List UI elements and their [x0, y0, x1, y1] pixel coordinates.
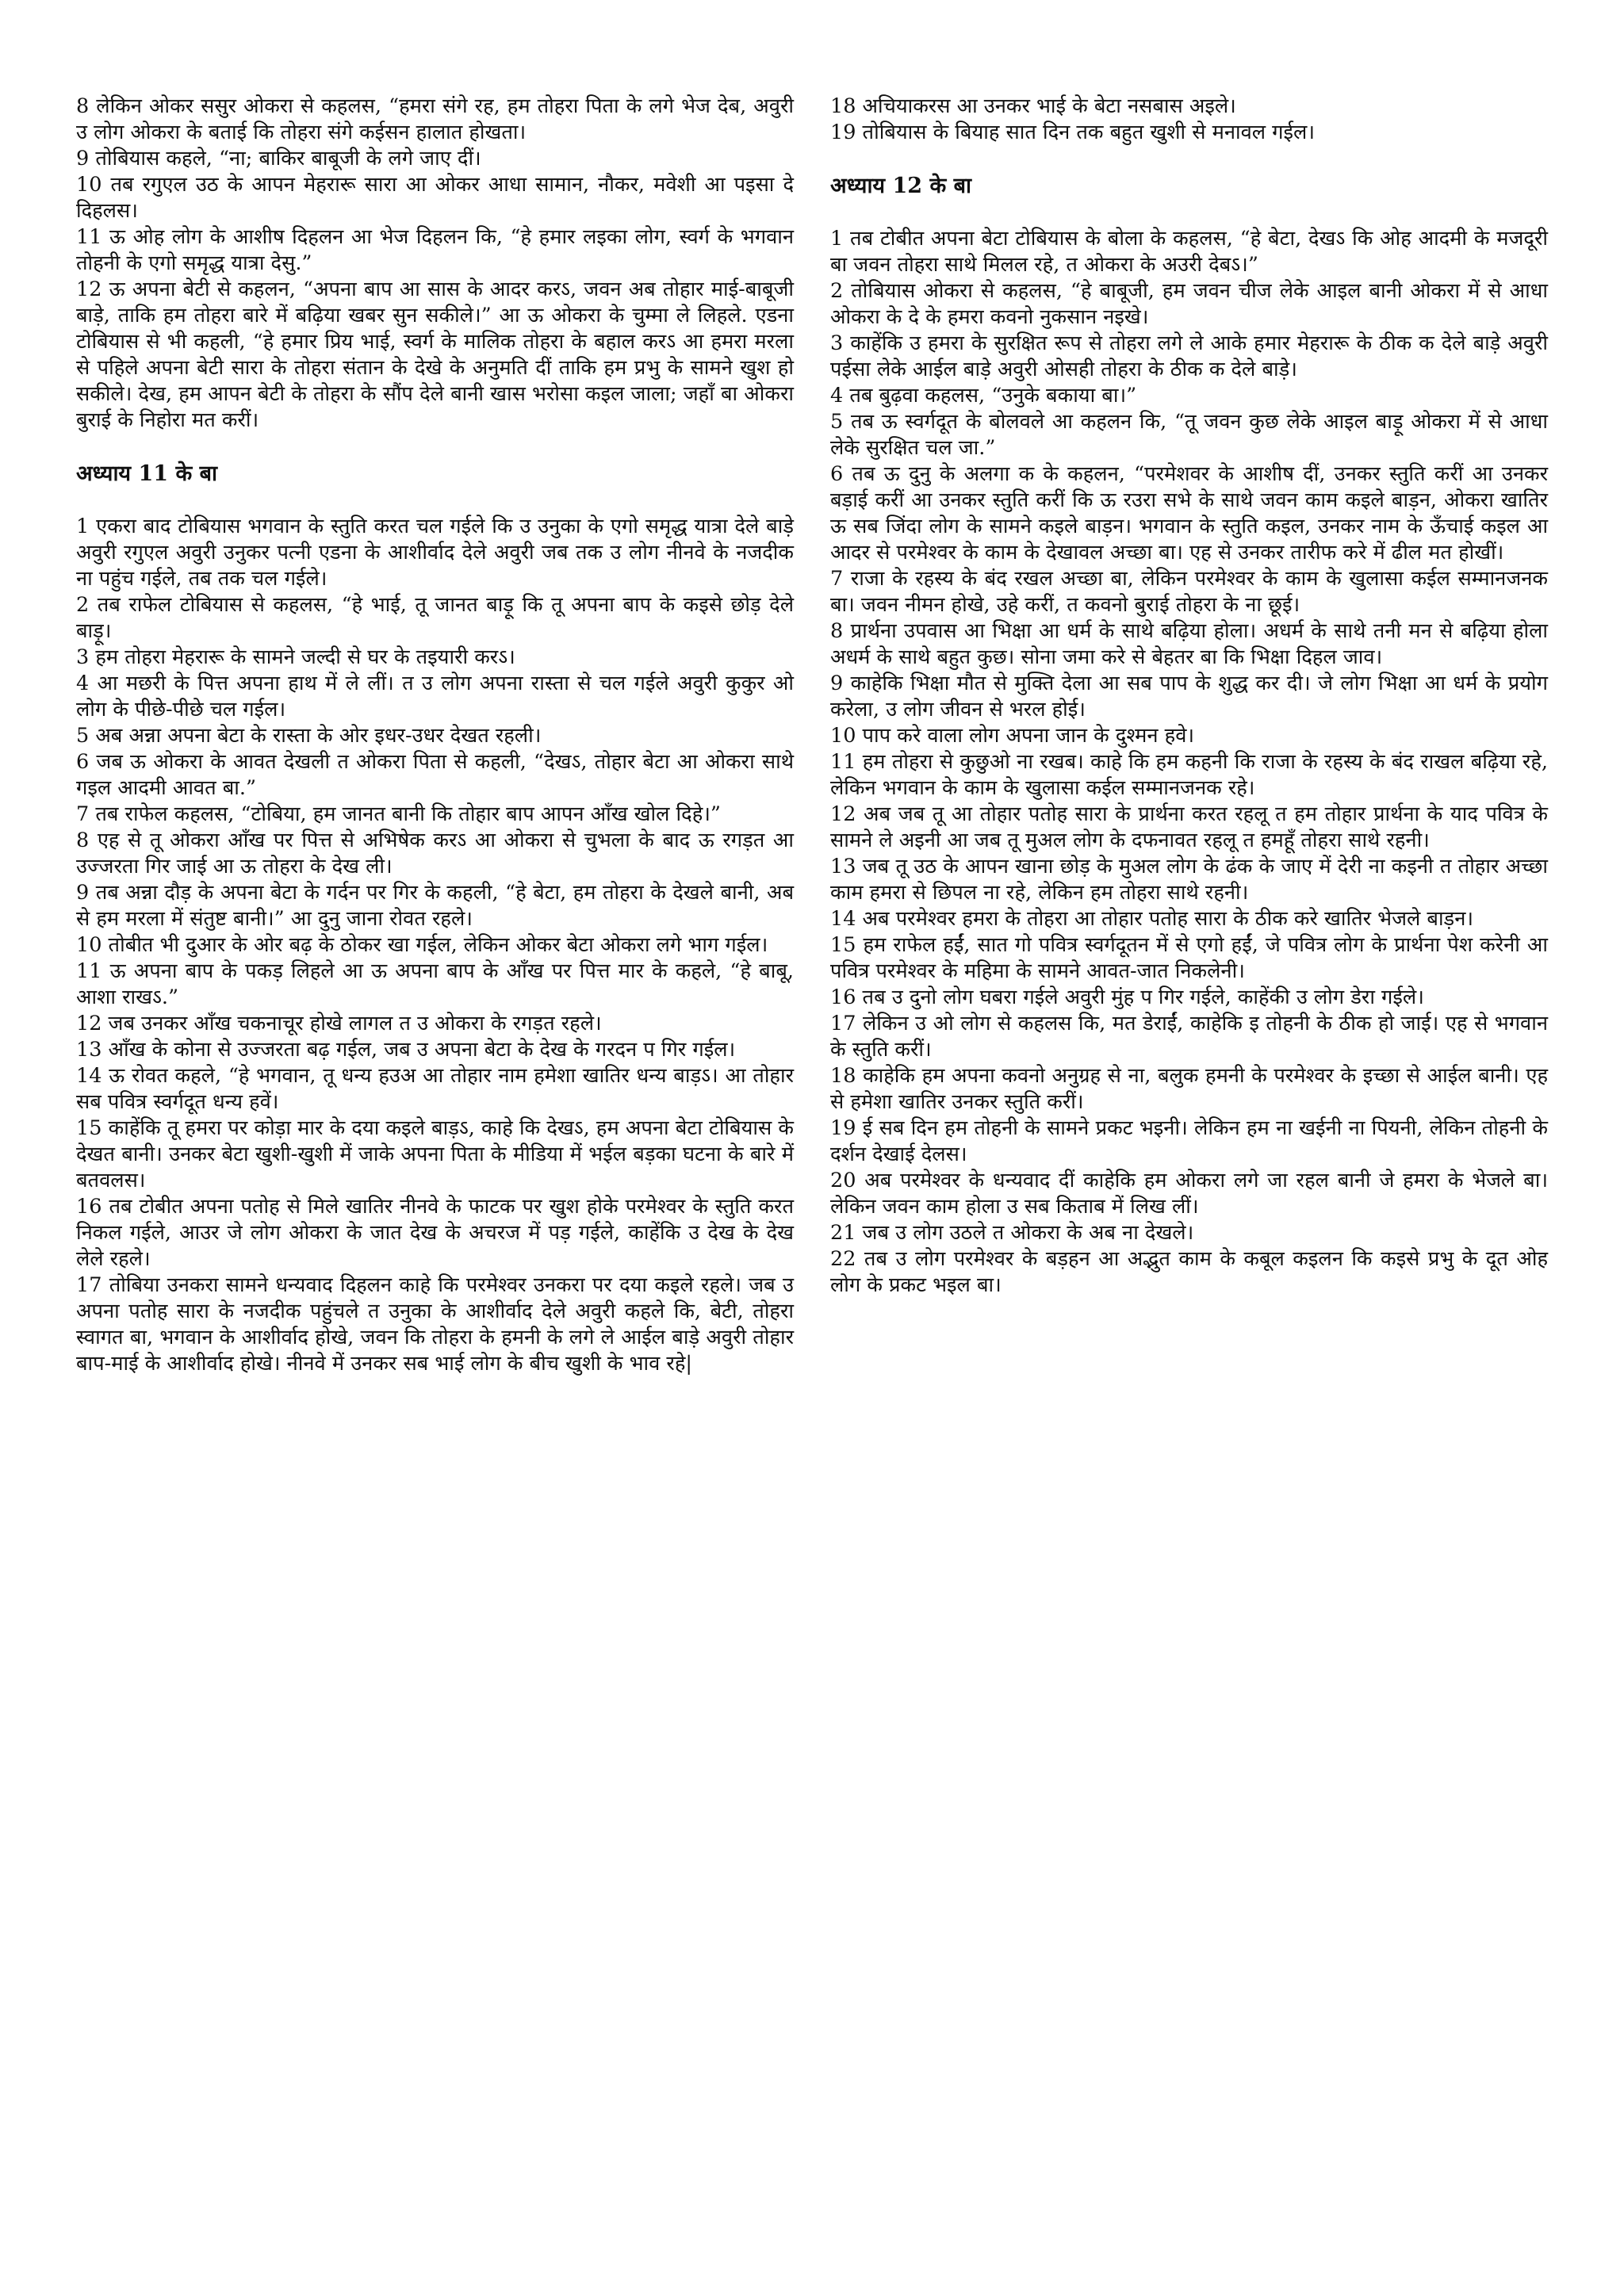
left-column	[76, 94, 794, 2234]
verse-paragraph: 2 तोबियास ओकरा से कहलस, “हे बाबूजी, हम जवन चीज लेके आइल बानी ओकरा में से आधा ओकरा के दे के हमरा कवनो नुकसान नइखे।	[830, 279, 1548, 329]
verse-paragraph: 12 अब जब तू आ तोहार पतोह सारा के प्रार्थना करत रहलू त हम तोहार प्रार्थना के याद पवित्र के सामने ले अइनी आ जब तू मुअल लोग के दफनावत रहलू त हमहूँ तोहरा साथे रहनी।	[830, 802, 1548, 852]
verse-paragraph: 10 पाप करे वाला लोग अपना जान के दुश्मन हवे।	[830, 724, 1195, 748]
verse-paragraph: 4 तब बुढ़वा कहलस, “उनुके बकाया बा।”	[830, 384, 1137, 408]
verse-paragraph: 1 तब टोबीत अपना बेटा टोबियास के बोला के कहलस, “हे बेटा, देखऽ कि ओह आदमी के मजदूरी बा जवन तोहरा साथे मिलल रहे, त ओकरा के अउरी देबऽ।”	[830, 227, 1548, 277]
verse-paragraph: 10 तब रगुएल उठ के आपन मेहरारू सारा आ ओकर आधा सामान, नौकर, मवेशी आ पइसा दे दिहलस।	[76, 173, 794, 223]
right-column	[830, 94, 1548, 2234]
verse-paragraph: 19 तोबियास के बियाह सात दिन तक बहुत खुशी से मनावल गईल।	[830, 121, 1316, 144]
verse-paragraph: 13 जब तू उठ के आपन खाना छोड़ के मुअल लोग के ढंक के जाए में देरी ना कइनी त तोहार अच्छा काम हमरा से छिपल ना रहे, लेकिन हम तोहरा साथे रहनी।	[830, 855, 1548, 905]
chapter-heading: अध्याय 12 के बा	[830, 174, 972, 198]
verse-paragraph: 7 राजा के रहस्य के बंद रखल अच्छा बा, लेकिन परमेश्वर के काम के खुलासा कईल सम्मानजनक बा। जवन नीमन होखे, उहे करीं, त कवनो बुराई तोहरा के ना छूई।	[830, 567, 1548, 617]
verse-paragraph: 14 ऊ रोवत कहले, “हे भगवान, तू धन्य हउअ आ तोहार नाम हमेशा खातिर धन्य बाड़ऽ। आ तोहार सब पवित्र स्वर्गदूत धन्य हवें।	[76, 1064, 794, 1114]
verse-paragraph: 22 तब उ लोग परमेश्वर के बड़हन आ अद्भुत काम के कबूल कइलन कि कइसे प्रभु के दूत ओह लोग के प्रकट भइल बा।	[830, 1247, 1548, 1297]
verse-paragraph: 13 आँख के कोना से उज्जरता बढ़ गईल, जब उ अपना बेटा के देख के गरदन प गिर गईल।	[76, 1038, 736, 1062]
verse-paragraph: 6 जब ऊ ओकरा के आवत देखली त ओकरा पिता से कहली, “देखऽ, तोहार बेटा आ ओकरा साथे गइल आदमी आवत बा.”	[76, 750, 794, 800]
verse-paragraph: 8 प्रार्थना उपवास आ भिक्षा आ धर्म के साथे बढ़िया होला। अधर्म के साथे तनी मन से बढ़िया होला अधर्म के साथे बहुत कुछ। सोना जमा करे से बेहतर बा कि भिक्षा दिहल जाव।	[830, 619, 1548, 669]
verse-paragraph: 2 तब राफेल टोबियास से कहलस, “हे भाई, तू जानत बाड़ू कि तू अपना बाप के कइसे छोड़ देले बाड़ू।	[76, 593, 794, 643]
verse-paragraph: 6 तब ऊ दुनु के अलगा क के कहलन, “परमेशवर के आशीष दीं, उनकर स्तुति करीं आ उनकर बड़ाई करीं आ उनकर स्तुति करीं कि ऊ रउरा सभे के साथे जवन काम कइले बाड़न, ओकरा खातिर ऊ सब जिंदा लोग के सामने कइले बाड़न। भगवान के स्तुति कइल, उनकर नाम के ऊँचाई कइल आ आदर से परमेश्वर के काम के देखावल अच्छा बा। एह से उनकर तारीफ करे में ढील मत होखीं।	[830, 462, 1548, 564]
verse-paragraph: 16 तब उ दुनो लोग घबरा गईले अवुरी मुंह प गिर गईले, काहेंकी उ लोग डेरा गईले।	[830, 985, 1424, 1009]
spacer	[76, 487, 794, 514]
verse-paragraph: 3 हम तोहरा मेहरारू के सामने जल्दी से घर के तइयारी करऽ।	[76, 645, 515, 669]
verse-paragraph: 16 तब टोबीत अपना पतोह से मिले खातिर नीनवे के फाटक पर खुश होके परमेश्वर के स्तुति करत निकल गईले, आउर जे लोग ओकरा के जात देख के अचरज में पड़ गईले, काहेंकि उ देख के देख लेले रहले।	[76, 1195, 794, 1271]
spacer	[830, 146, 1548, 173]
verse-paragraph: 14 अब परमेश्वर हमरा के तोहरा आ तोहार पतोह सारा के ठीक करे खातिर भेजले बाड़न।	[830, 907, 1474, 931]
verse-paragraph: 7 तब राफेल कहलस, “टोबिया, हम जानत बानी कि तोहार बाप आपन आँख खोल दिहे।”	[76, 802, 721, 826]
verse-paragraph: 11 ऊ ओह लोग के आशीष दिहलन आ भेज दिहलन कि, “हे हमार लइका लोग, स्वर्ग के भगवान तोहनी के एगो समृद्ध यात्रा देसु.”	[76, 225, 794, 275]
verse-paragraph: 9 काहेकि भिक्षा मौत से मुक्ति देला आ सब पाप के शुद्ध कर दी। जे लोग भिक्षा आ धर्म के प्रयोग करेला, उ लोग जीवन से भरल होई।	[830, 672, 1548, 721]
verse-paragraph: 1 एकरा बाद टोबियास भगवान के स्तुति करत चल गईले कि उ उनुका के एगो समृद्ध यात्रा देले बाड़े अवुरी रगुएल अवुरी उनुकर पत्नी एडना के आशीर्वाद देले अवुरी जब तक उ लोग नीनवे के नजदीक ना पहुंच गईले, तब तक चल गईले।	[76, 515, 794, 591]
document-page	[76, 94, 1548, 2234]
verse-paragraph: 5 अब अन्ना अपना बेटा के रास्ता के ओर इधर-उधर देखत रहली।	[76, 724, 542, 748]
verse-paragraph: 10 तोबीत भी दुआर के ओर बढ़ के ठोकर खा गईल, लेकिन ओकर बेटा ओकरा लगे भाग गईल।	[76, 933, 768, 957]
verse-paragraph: 8 एह से तू ओकरा आँख पर पित्त से अभिषेक करऽ आ ओकरा से चुभला के बाद ऊ रगड़त आ उज्जरता गिर जाई आ ऊ तोहरा के देख ली।	[76, 828, 794, 878]
verse-paragraph: 21 जब उ लोग उठले त ओकरा के अब ना देखले।	[830, 1221, 1194, 1245]
verse-paragraph: 9 तब अन्ना दौड़ के अपना बेटा के गर्दन पर गिर के कहली, “हे बेटा, हम तोहरा के देखले बानी, अब से हम मरला में संतुष्ट बानी।” आ दुनु जाना रोवत रहले।	[76, 881, 794, 931]
verse-paragraph: 17 तोबिया उनकरा सामने धन्यवाद दिहलन काहे कि परमेश्वर उनकरा पर दया कइले रहले। जब उ अपना पतोह सारा के नजदीक पहुंचले त उनुका के आशीर्वाद देले अवुरी कहले कि, बेटी, तोहरा स्वागत बा, भगवान के आशीर्वाद होखे, जवन कि तोहरा के हमनी के लगे ले आईल बाड़े अवुरी तोहार बाप-माई के आशीर्वाद होखे। नीनवे में उनकर सब भाई लोग के बीच खुशी के भाव रहे|	[76, 1273, 794, 1376]
verse-paragraph: 20 अब परमेश्वर के धन्यवाद दीं काहेकि हम ओकरा लगे जा रहल बानी जे हमरा के भेजले बा। लेकिन जवन काम होला उ सब किताब में लिख लीं।	[830, 1169, 1548, 1219]
verse-paragraph: 3 काहेंकि उ हमरा के सुरक्षित रूप से तोहरा लगे ले आके हमार मेहरारू के ठीक क देले बाड़े अवुरी पईसा लेके आईल बाड़े अवुरी ओसही तोहरा के ठीक क देले बाड़े।	[830, 331, 1548, 381]
verse-paragraph: 11 ऊ अपना बाप के पकड़ लिहले आ ऊ अपना बाप के आँख पर पित्त मार के कहले, “हे बाबू, आशा राखऽ.”	[76, 959, 794, 1009]
spacer	[76, 434, 794, 461]
verse-paragraph: 12 ऊ अपना बेटी से कहलन, “अपना बाप आ सास के आदर करऽ, जवन अब तोहार माई-बाबूजी बाड़े, ताकि हम तोहरा बारे में बढ़िया खबर सुन सकीले।” आ ऊ ओकरा के चुम्मा ले लिहले. एडना टोबियास से भी कहली, “हे हमार प्रिय भाई, स्वर्ग के मालिक तोहरा के बहाल करऽ आ हमरा मरला से पहिले अपना बेटी सारा के तोहरा संतान के देखे के अनुमति दीं ताकि हम प्रभु के सामने खुश हो सकीले। देख, हम आपन बेटी के तोहरा के सौंप देले बानी खास भरोसा कइल जाला; जहाँ बा ओकरा बुराई के निहोरा मत करीं।	[76, 277, 794, 432]
verse-paragraph: 9 तोबियास कहले, “ना; बाकिर बाबूजी के लगे जाए दीं।	[76, 147, 481, 170]
verse-paragraph: 18 काहेकि हम अपना कवनो अनुग्रह से ना, बलुक हमनी के परमेश्वर के इच्छा से आईल बानी। एह से हमेशा खातिर उनकर स्तुति करीं।	[830, 1064, 1548, 1114]
verse-paragraph: 4 आ मछरी के पित्त अपना हाथ में ले लीं। त उ लोग अपना रास्ता से चल गईले अवुरी कुकुर ओ लोग के पीछे-पीछे चल गईल।	[76, 672, 794, 721]
verse-paragraph: 8 लेकिन ओकर ससुर ओकरा से कहलस, “हमरा संगे रह, हम तोहरा पिता के लगे भेज देब, अवुरी उ लोग ओकरा के बताई कि तोहरा संगे कईसन हालात होखता।	[76, 94, 794, 144]
verse-paragraph: 17 लेकिन उ ओ लोग से कहलस कि, मत डेराईं, काहेकि इ तोहनी के ठीक हो जाई। एह से भगवान के स्तुति करीं।	[830, 1012, 1548, 1062]
verse-paragraph: 15 काहेंकि तू हमरा पर कोड़ा मार के दया कइले बाड़ऽ, काहे कि देखऽ, हम अपना बेटा टोबियास के देखत बानी। उनकर बेटा खुशी-खुशी में जाके अपना पिता के मीडिया में भईल बड़का घटना के बारे में बतवलस।	[76, 1116, 794, 1192]
verse-paragraph: 5 तब ऊ स्वर्गदूत के बोलवले आ कहलन कि, “तू जवन कुछ लेके आइल बाड़ू ओकरा में से आधा लेके सुरक्षित चल जा.”	[830, 410, 1548, 460]
chapter-heading: अध्याय 11 के बा	[76, 461, 218, 486]
verse-paragraph: 12 जब उनकर आँख चकनाचूर होखे लागल त उ ओकरा के रगड़त रहले।	[76, 1012, 602, 1035]
spacer	[830, 199, 1548, 226]
verse-paragraph: 19 ई सब दिन हम तोहनी के सामने प्रकट भइनी। लेकिन हम ना खईनी ना पियनी, लेकिन तोहनी के दर्शन देखाई देलस।	[830, 1116, 1548, 1166]
verse-paragraph: 15 हम राफेल हईं, सात गो पवित्र स्वर्गदूतन में से एगो हईं, जे पवित्र लोग के प्रार्थना पेश करेनी आ पवित्र परमेश्वर के महिमा के सामने आवत-जात निकलेनी।	[830, 933, 1548, 983]
verse-paragraph: 18 अचियाकरस आ उनकर भाई के बेटा नसबास अइले।	[830, 94, 1236, 118]
verse-paragraph: 11 हम तोहरा से कुछुओ ना रखब। काहे कि हम कहनी कि राजा के रहस्य के बंद राखल बढ़िया रहे, लेकिन भगवान के काम के खुलासा कईल सम्मानजनक रहे।	[830, 750, 1548, 800]
